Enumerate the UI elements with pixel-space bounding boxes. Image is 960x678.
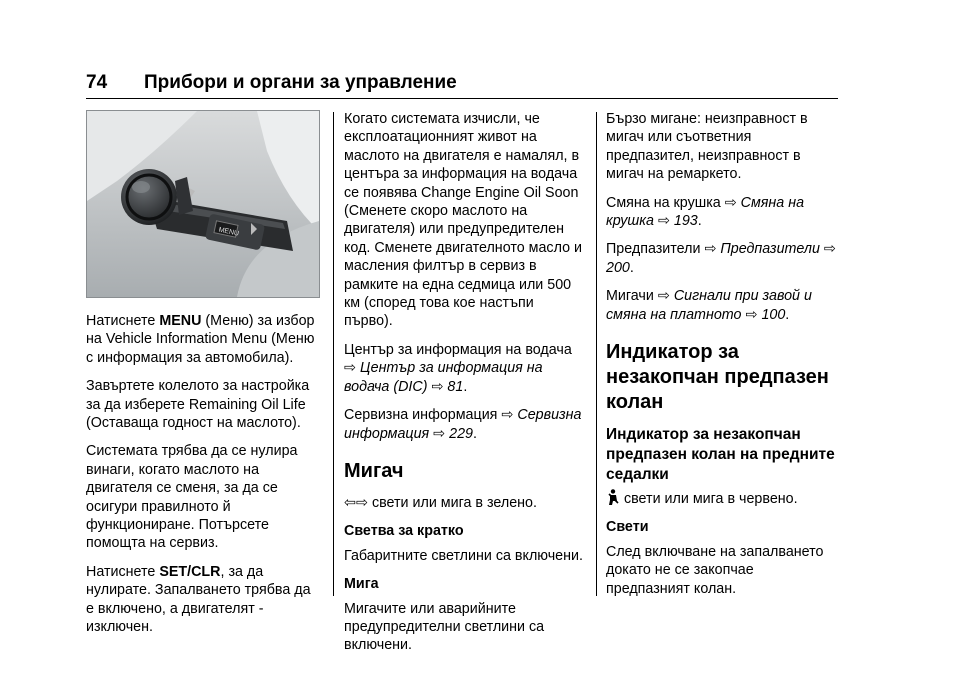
stalk-image-icon <box>87 111 319 297</box>
reference-arrow-icon: ⇨ <box>745 306 758 323</box>
paragraph-set-clr: Натиснете SET/CLR, за да нулирате. Запалването трябва да е включено, а двигателят - изключен. <box>86 563 311 636</box>
paragraph-until-fastened: След включване на запалването докато не се закопчае предпазният колан. <box>606 543 824 597</box>
column-1 <box>86 110 322 647</box>
paragraph-oil-life: Когато системата изчисли, че експлоатационният живот на маслото на двигателя е намалял, в центъра за информация на водача се появява Change Engine Oil Soon (Сменете скоро маслото на двигателя) или предупредителен код. Сменете двигателното масло и масления филтър в сервиз в рамките на една седмица или 500 км (според това кое настъпи първо). <box>344 111 582 330</box>
stalk-control-illustration <box>86 110 320 298</box>
reference-arrow-icon: ⇨ <box>431 378 444 395</box>
column-2 <box>344 110 584 665</box>
reference-arrow-icon: ⇨ <box>657 213 670 230</box>
subheading-flashing: Мига <box>344 576 379 593</box>
paragraph-reset-info: Системата трябва да се нулира винаги, когато маслото на двигателя се сменя, за да се осигури правилното й функциониране. Потърсете помощта на сервиз. <box>86 443 298 552</box>
svg-text:MENU: MENU <box>217 226 240 238</box>
paragraph-hazard-lights: Мигачите или аварийните предупредителни светлини са включени. <box>344 600 545 654</box>
paragraph-fast-flashing: Бързо мигане: неизправност в мигач или съответния предпазител, неизправност в мигач на ремаркето. <box>606 111 808 183</box>
paragraph-parking-lights: Габаритните светлини са включени. <box>344 547 583 564</box>
reference-arrow-icon: ⇨ <box>724 194 737 211</box>
paragraph-adjust-wheel: Завъртете колелото за настройка за да изберете Remaining Oil Life (Оставаща годност на маслото). <box>86 378 310 432</box>
ref-turn-signals[interactable]: Мигачи ⇨ Сигнали при завой и смяна на платното ⇨ 100. <box>606 288 812 323</box>
subheading-short-light: Светва за кратко <box>344 523 464 540</box>
paragraph-turn-signal-status: ⇦⇨ свети или мига в зелено. <box>344 494 537 511</box>
reference-arrow-icon: ⇨ <box>433 425 446 442</box>
subheading-front-seatbelt: Индикатор за незакопчан предпазен колан на предните седалки <box>606 426 835 484</box>
page-number: 74 <box>86 72 108 93</box>
column-divider-2 <box>596 112 597 596</box>
page-header <box>86 64 838 99</box>
subheading-lit: Свети <box>606 519 649 536</box>
reference-arrow-icon: ⇨ <box>657 288 670 305</box>
reference-arrow-icon: ⇨ <box>501 407 514 424</box>
paragraph-menu: Натиснете MENU (Меню) за избор на Vehicle Information Menu (Меню с информация за автомобила). <box>86 313 315 366</box>
column-3 <box>606 110 838 608</box>
ref-fuses[interactable]: Предпазители ⇨ Предпазители ⇨ 200. <box>606 241 836 276</box>
ref-dic[interactable]: Център за информация на водача ⇨ Център за информация на водача (DIC) ⇨ 81. <box>344 341 572 395</box>
page-title: Прибори и органи за управление <box>144 72 457 93</box>
ref-bulb[interactable]: Смяна на крушка ⇨ Смяна на крушка ⇨ 193. <box>606 194 805 230</box>
menu-button-label: MENU <box>159 313 202 329</box>
reference-arrow-icon: ⇨ <box>344 360 356 377</box>
seatbelt-icon <box>606 489 620 506</box>
set-clr-button-label: SET/CLR <box>159 563 221 580</box>
turn-signal-icon: ⇦⇨ <box>344 494 368 511</box>
reference-arrow-icon: ⇨ <box>704 241 717 258</box>
reference-arrow-icon: ⇨ <box>823 241 836 258</box>
ref-service[interactable]: Сервизна информация ⇨ Сервизна информация ⇨ 229. <box>344 407 582 442</box>
section-heading-turn-signal: Мигач <box>344 459 404 482</box>
paragraph-seatbelt-status: свети или мига в червено. <box>606 489 838 508</box>
section-heading-seatbelt: Индикатор за незакопчан предпазен колан <box>606 341 829 414</box>
column-divider-1 <box>333 112 334 596</box>
